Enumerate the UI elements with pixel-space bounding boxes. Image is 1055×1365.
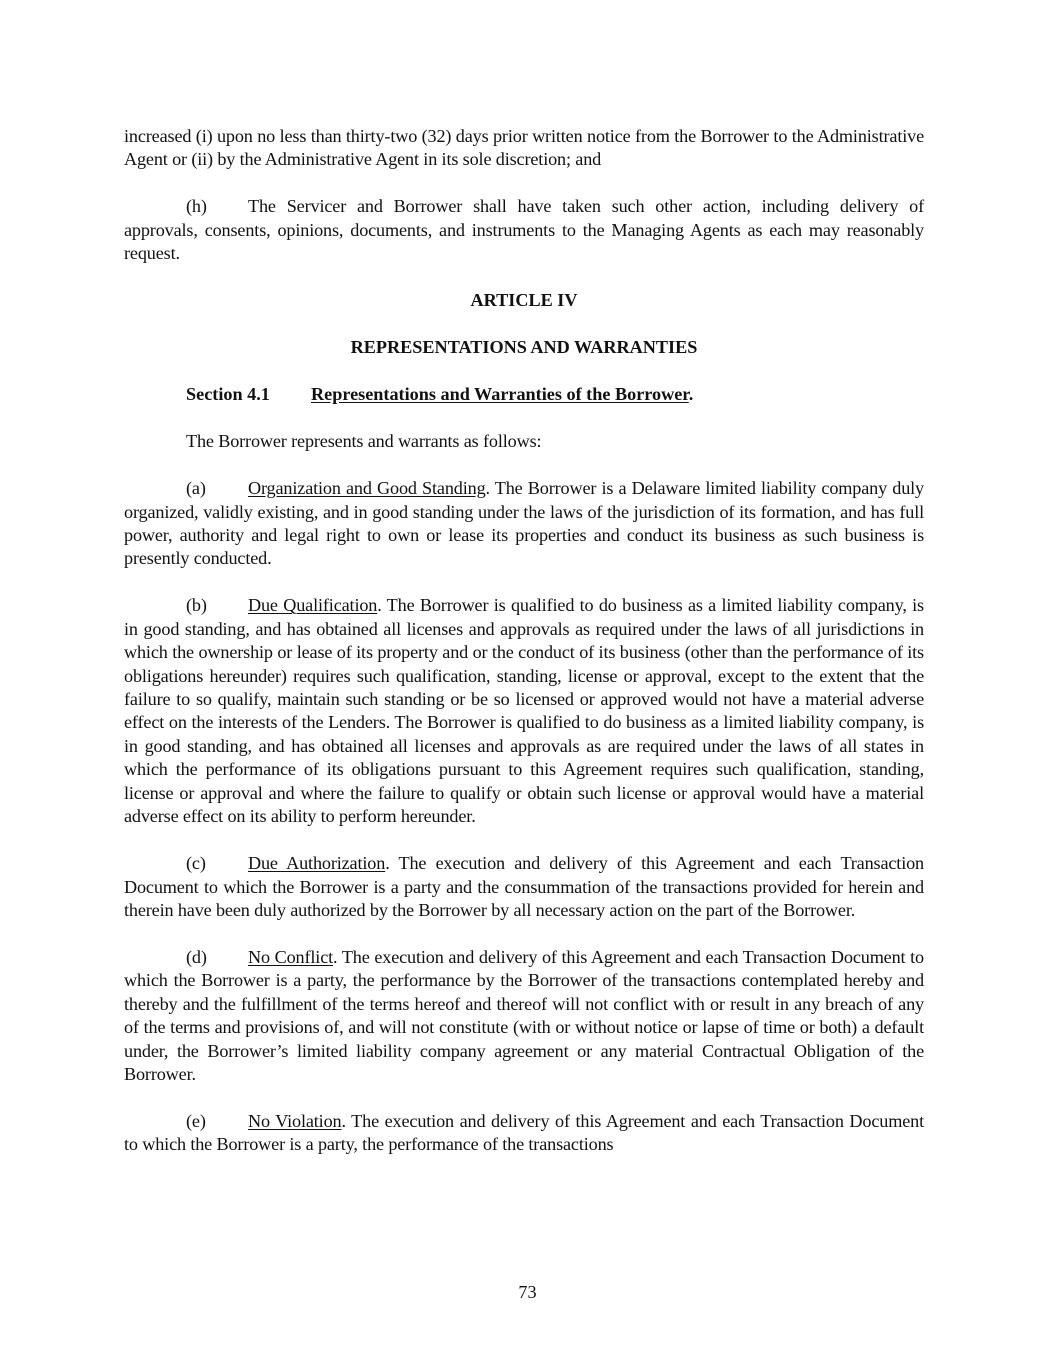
clause-heading: No Conflict <box>248 946 334 967</box>
article-subtitle: REPRESENTATIONS AND WARRANTIES <box>350 337 698 358</box>
section-heading <box>124 383 924 406</box>
intro-paragraph <box>124 430 924 453</box>
intro-text: The Borrower represents and warrants as follows: <box>186 431 542 452</box>
section-number: Section 4.1 <box>186 384 270 405</box>
clause-heading: Due Authorization <box>248 853 386 874</box>
article-title: ARTICLE IV <box>470 290 578 311</box>
clause-text: . The execution and delivery of this Agreement and each Transaction Document to which the Borrower is a party, the performance by the Borrower of the transactions contemplated hereby and thereby and the fulfillment of the terms hereof and thereof will not conflict with or result in any breach of any of the terms and provisions of, and will not constitute (with or without notice or lapse of time or both) a default under, the Borrower’s limited liability company agreement or any material Contractual Obligation of the Borrower. <box>124 946 924 1084</box>
clause-heading: No Violation <box>248 1110 342 1131</box>
clause-label: (d) <box>186 946 207 967</box>
clause-label: (b) <box>186 595 207 616</box>
clause-label: (h) <box>186 196 207 217</box>
clause-text: . The execution and delivery of this Agreement and each Transaction Document to which the Borrower is a party and the consummation of the transactions provided for herein and therein have been duly authorized by the Borrower by all necessary action on the part of the Borrower. <box>124 853 924 920</box>
document-page <box>124 125 924 1180</box>
clause-label: (e) <box>186 1110 206 1131</box>
clause-e-paragraph <box>124 1110 924 1157</box>
clause-heading: Organization and Good Standing <box>248 478 486 499</box>
page-number: 73 <box>518 1282 537 1302</box>
clause-text: . The Borrower is qualified to do business as a limited liability company, is in good standing, and has obtained all licenses and approvals as required under the laws of all jurisdictions in which the ownership or lease of its property and or the conduct of its business (other than the performance of its obligations hereunder) requires such qualification, standing, license or approval, except to the extent that the failure to so qualify, maintain such standing or be so licensed or approved would not have a material adverse effect on the interests of the Lenders. The Borrower is qualified to do business as a limited liability company, is in good standing, and has obtained all licenses and approvals as are required under the laws of all states in which the performance of its obligations pursuant to this Agreement requires such qualification, standing, license or approval and where the failure to qualify or obtain such license or approval would have a material adverse effect on its ability to perform hereunder. <box>124 595 924 827</box>
clause-text: . The Borrower is a Delaware limited liability company duly organized, validly existing, and in good standing under the laws of the jurisdiction of its formation, and has full power, authority and legal right to own or lease its properties and conduct its business as such business is presently conducted. <box>124 478 924 569</box>
clause-heading: Due Qualification <box>248 595 378 616</box>
clause-c-paragraph <box>124 852 924 922</box>
section-title: Representations and Warranties of the Borrower <box>311 384 689 405</box>
clause-text: . The execution and delivery of this Agreement and each Transaction Document to which the Borrower is a party, the performance of the transactions <box>124 1110 924 1155</box>
clause-label: (c) <box>186 853 206 874</box>
continuation-paragraph: increased (i) upon no less than thirty-two (32) days prior written notice from the Borrower to the Administrative Agent or (ii) by the Administrative Agent in its sole discretion; and <box>124 126 924 170</box>
clause-text: The Servicer and Borrower shall have taken such other action, including delivery of approvals, consents, opinions, documents, and instruments to the Managing Agents as each may reasonably request. <box>124 196 924 264</box>
clause-a-paragraph <box>124 477 924 571</box>
section-title-punct: . <box>688 384 694 405</box>
clause-h-paragraph <box>124 195 924 265</box>
clause-d-paragraph <box>124 946 924 1086</box>
clause-label: (a) <box>186 478 206 499</box>
clause-b-paragraph <box>124 594 924 828</box>
